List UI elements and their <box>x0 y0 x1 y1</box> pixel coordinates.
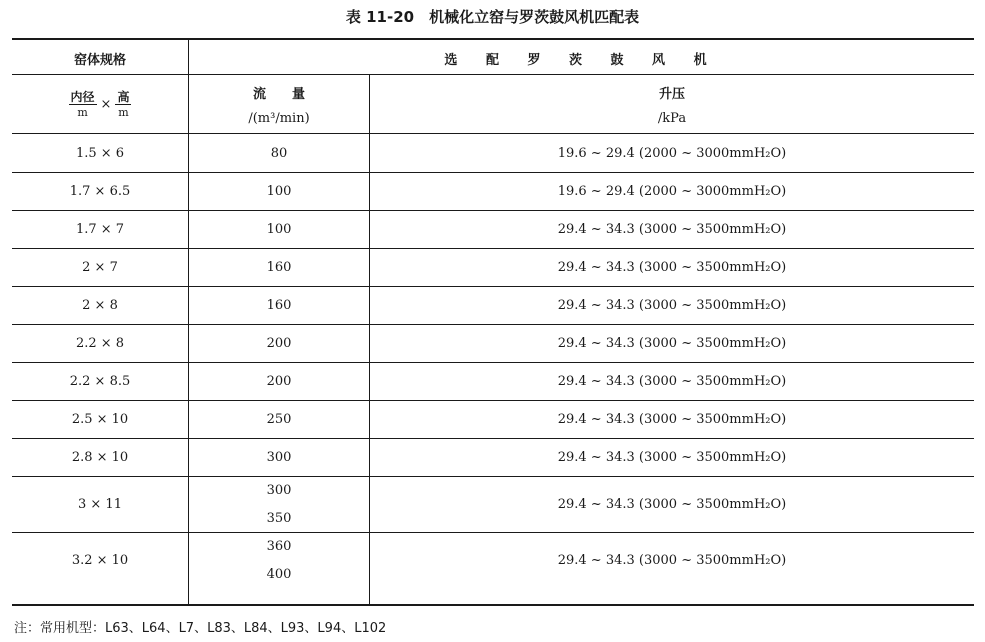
flow-cell <box>189 400 369 438</box>
flow-cell <box>189 438 369 476</box>
table-note: 注：常用机型：L63、L64、L7、L83、L84、L93、L94、L102 <box>14 621 387 636</box>
pressure-cell: 29.4 ~ 34.3 (3000 ~ 3500mmH₂O) <box>557 552 787 568</box>
flow-unit: /(m³/min) <box>248 110 310 126</box>
height-label: 高 <box>117 89 130 104</box>
flow-value: 160 <box>266 259 292 275</box>
kiln-spec-cell: 1.7 × 7 <box>75 221 125 237</box>
height-fraction <box>115 91 131 118</box>
kiln-spec-cell: 1.7 × 6.5 <box>69 183 131 199</box>
diameter-fraction <box>69 91 97 118</box>
pressure-cell: 19.6 ~ 29.4 (2000 ~ 3000mmH₂O) <box>557 183 787 199</box>
kiln-spec-cell: 3.2 × 10 <box>71 552 129 568</box>
pressure-cell: 29.4 ~ 34.3 (3000 ~ 3500mmH₂O) <box>557 449 787 465</box>
top-rule <box>12 38 974 40</box>
flow-value: 300 <box>266 482 292 498</box>
pressure-label: 升压 <box>658 86 685 102</box>
kiln-spec-cell: 2.8 × 10 <box>71 449 129 465</box>
header-fan-selection: 选 配 罗 茨 鼓 风 机 <box>444 52 719 68</box>
pressure-cell: 29.4 ~ 34.3 (3000 ~ 3500mmH₂O) <box>557 335 787 351</box>
kiln-spec-cell: 1.5 × 6 <box>75 145 125 161</box>
flow-cell <box>189 532 369 588</box>
flow-value: 360 <box>266 538 292 554</box>
flow-cell <box>189 134 369 172</box>
flow-value: 300 <box>266 449 292 465</box>
kiln-spec-cell: 2.2 × 8.5 <box>69 373 131 389</box>
bottom-rule <box>12 604 974 606</box>
flow-cell <box>189 362 369 400</box>
flow-value: 100 <box>266 183 292 199</box>
header-pressure <box>370 78 974 130</box>
flow-value: 160 <box>266 297 292 313</box>
flow-label: 流 量 <box>252 86 305 102</box>
pressure-unit: /kPa <box>657 110 687 126</box>
pressure-cell: 29.4 ~ 34.3 (3000 ~ 3500mmH₂O) <box>557 496 787 512</box>
flow-value: 200 <box>266 335 292 351</box>
flow-value: 350 <box>266 510 292 526</box>
pressure-cell: 29.4 ~ 34.3 (3000 ~ 3500mmH₂O) <box>557 297 787 313</box>
pressure-cell: 29.4 ~ 34.3 (3000 ~ 3500mmH₂O) <box>557 373 787 389</box>
kiln-spec-cell: 3 × 11 <box>78 496 122 512</box>
flow-value: 80 <box>270 145 288 161</box>
flow-cell <box>189 324 369 362</box>
pressure-cell: 29.4 ~ 34.3 (3000 ~ 3500mmH₂O) <box>557 259 787 275</box>
flow-cell <box>189 476 369 532</box>
height-unit: m <box>118 105 129 119</box>
kiln-spec-cell: 2.2 × 8 <box>75 335 125 351</box>
kiln-spec-cell: 2.5 × 10 <box>71 411 129 427</box>
flow-value: 250 <box>266 411 292 427</box>
flow-cell <box>189 286 369 324</box>
diameter-unit: m <box>77 105 88 119</box>
flow-value: 100 <box>266 221 292 237</box>
header-kiln-spec: 窑体规格 <box>73 52 126 68</box>
header-divider-right <box>189 74 974 75</box>
pressure-cell: 19.6 ~ 29.4 (2000 ~ 3000mmH₂O) <box>557 145 787 161</box>
header-diameter-height <box>12 78 188 130</box>
flow-cell <box>189 210 369 248</box>
pressure-cell: 29.4 ~ 34.3 (3000 ~ 3500mmH₂O) <box>557 221 787 237</box>
kiln-spec-cell: 2 × 7 <box>82 259 118 275</box>
pressure-cell: 29.4 ~ 34.3 (3000 ~ 3500mmH₂O) <box>557 411 787 427</box>
diameter-label: 内径 <box>70 89 95 104</box>
flow-value: 400 <box>266 566 292 582</box>
flow-cell <box>189 172 369 210</box>
flow-cell <box>189 248 369 286</box>
flow-value: 200 <box>266 373 292 389</box>
header-divider-left <box>12 74 188 75</box>
header-flow <box>189 78 369 130</box>
kiln-spec-cell: 2 × 8 <box>82 297 118 313</box>
times-sign: × <box>100 96 112 112</box>
table-title: 表 11-20 机械化立窑与罗茨鼓风机匹配表 <box>345 8 640 26</box>
